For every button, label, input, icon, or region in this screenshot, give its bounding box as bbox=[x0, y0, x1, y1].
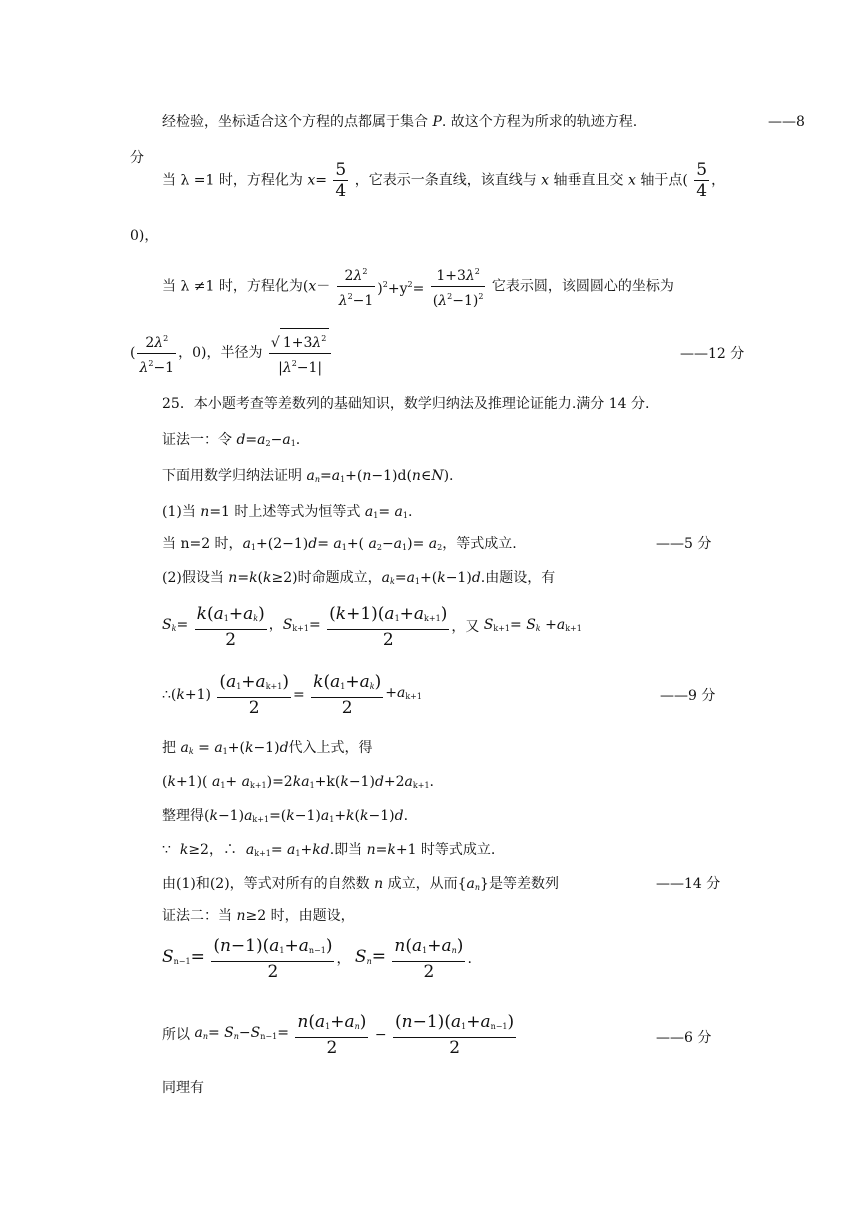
proof2-sums: $S_{n-1}=$ $\frac{(n-1)(a_1+a_{n-1})}{2}$ ， $S_n=$ $\frac{n(a_1+a_n)}{2}$ . bbox=[162, 936, 472, 982]
frac-5-4: $\frac{5}{4}$ bbox=[335, 160, 347, 201]
score-12: ——12 分 bbox=[680, 346, 745, 362]
score-9: ——9 分 bbox=[660, 688, 716, 704]
proof1-title: 证法一：令 $d=a_2-a_1$. bbox=[162, 432, 301, 448]
substitute: 把 $a_k = a_1+(k-1)d$代入上式，得 bbox=[162, 740, 373, 756]
so-an: 所以 $a_n= S_n-S_{n-1}=$ $\frac{n(a_1+a_n)}{2}$ − $\frac{(n-1)(a_1+a_{n-1})}{2}$ bbox=[162, 1012, 515, 1058]
therefore-eq: ∴(k+1) $\frac{(a_1+a_{k+1})}{2}$ = $\frac{k(a_1+a_k)}{2}$ $+a_{k+1}$ bbox=[162, 672, 422, 718]
case-k: (2)假设当 n=k(k≥2)时命题成立，$a_k=a_1+(k-1)d$.由题设，有 bbox=[162, 570, 556, 586]
score-8-cont: 分 bbox=[130, 150, 144, 166]
expanded: (k+1)( $a_1+ a_{k+1})=2ka_1+k(k-1)d+2a_{k+1}$. bbox=[162, 774, 434, 790]
case-1: (1)当 n=1 时上述等式为恒等式 $a_1= a_1$. bbox=[162, 504, 413, 520]
case-n2: 当 n=2 时，$a_1+(2-1)d= a_1+$( $a_2-a_1)= a_2$，等式成立. bbox=[162, 536, 517, 552]
line-lambda-eq-1: 当 λ =1 时，方程化为 x= $\frac{5}{4}$ ，它表示一条直线，该直线与 x 轴垂直且交 x 轴于点( $\frac{5}{4}$ ， bbox=[162, 160, 726, 201]
proof2-title: 证法二：当 n≥2 时，由题设， bbox=[162, 908, 355, 924]
likewise: 同理有 bbox=[162, 1080, 204, 1096]
line-center-radius: ( $\frac{2\lambda^2}{\lambda^2-1}$ ，0)，半径为 $\frac{√ 1+3\lambda^2}{|\lambda^2-1|}$ bbox=[130, 328, 333, 376]
line-point-cont: 0)， bbox=[130, 228, 159, 244]
problem-25-intro: 25．本小题考查等差数列的基础知识，数学归纳法及推理论证能力.满分 14 分. bbox=[162, 396, 650, 412]
score-8: ——8 bbox=[768, 114, 805, 130]
because-line: ∵ k≥2，∴ $a_{k+1}= a_1+kd$.即当 n=k+1 时等式成立. bbox=[162, 842, 496, 858]
induction-statement: 下面用数学归纳法证明 $a_n=a_1+(n-1)d(n\in N)$. bbox=[162, 468, 454, 484]
line-lambda-ne-1: 当 λ ≠1 时，方程化为(x－ $\frac{2\lambda^2}{\lambda^2-1}$ )$^2+y^2=$ $\frac{1+3\lambda^2}{(\lambda^2-1)^2}$ 它表示圆，该圆圆心的坐标为 bbox=[162, 262, 674, 310]
sum-formulas: $S_k=$ $\frac{k(a_1+a_k)}{2}$ ，$S_{k+1}=$ $\frac{(k+1)(a_1+a_{k+1})}{2}$ ，又 $S_{k+1}= S_k +a_{k+1}$ bbox=[162, 604, 582, 650]
score-5: ——5 分 bbox=[656, 536, 712, 552]
simplified: 整理得$(k-1)a_{k+1}=(k-1)a_1+k(k-1)d$. bbox=[162, 808, 409, 824]
conclusion: 由(1)和(2)，等式对所有的自然数 n 成立，从而$\{a_n\}$是等差数列 bbox=[162, 876, 559, 892]
line-verify: 经检验，坐标适合这个方程的点都属于集合 P. 故这个方程为所求的轨迹方程. bbox=[162, 114, 638, 130]
score-14: ——14 分 bbox=[656, 876, 721, 892]
score-6: ——6 分 bbox=[656, 1030, 712, 1046]
